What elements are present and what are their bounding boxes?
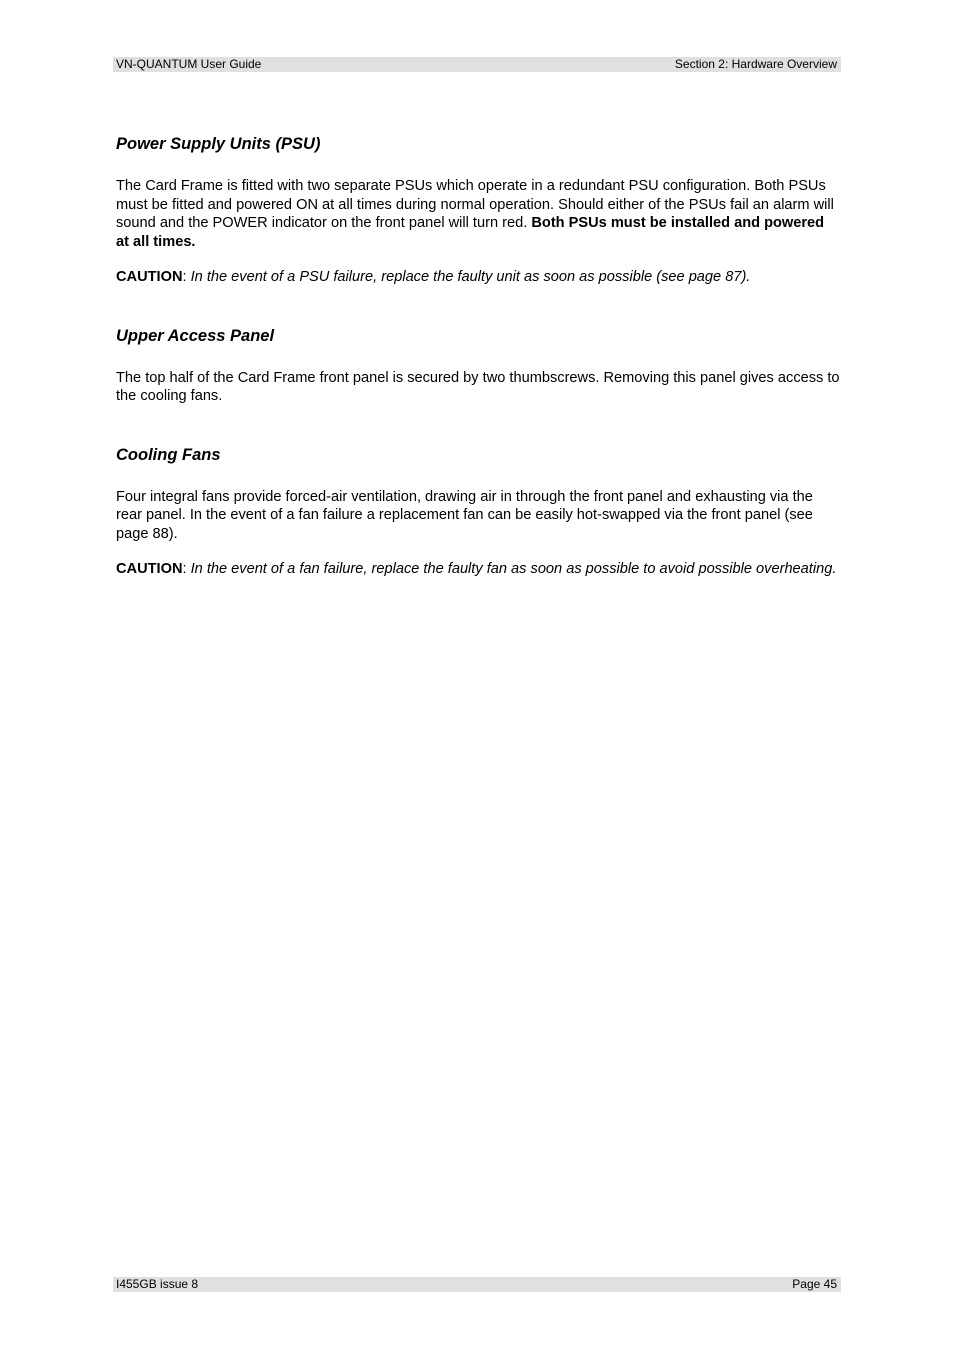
psu-caution-label: CAUTION xyxy=(116,269,183,285)
section-psu xyxy=(116,134,840,287)
psu-paragraph xyxy=(116,177,840,251)
cooling-fans-caution-label: CAUTION xyxy=(116,561,183,577)
section-cooling-fans xyxy=(116,445,840,579)
cooling-fans-caution: CAUTION: In the event of a fan failure, replace the faulty fan as soon as possible to avoid possible overheating. xyxy=(116,561,837,577)
psu-bold-note: Both PSUs must be installed and powered at all times. xyxy=(116,215,825,250)
psu-caution-text: In the event of a PSU failure, replace the faulty unit as soon as possible (see page 87). xyxy=(190,269,751,285)
section-heading-psu: Power Supply Units (PSU) xyxy=(116,135,321,153)
header-section-title: Section 2: Hardware Overview xyxy=(674,57,837,71)
page-footer xyxy=(113,1277,841,1292)
footer-page-number: Page 45 xyxy=(792,1277,837,1291)
footer-document-code: I455GB issue 8 xyxy=(116,1277,199,1291)
cooling-fans-caution-text: In the event of a fan failure, replace the faulty fan as soon as possible to avoid possible overheating. xyxy=(190,561,837,577)
psu-body-text: The Card Frame is fitted with two separate PSUs which operate in a redundant PSU configuration. Both PSUs must be fitted and powered ON at all times during normal operation. Should either of the PSUs fail an alarm will sound and the POWER indicator on the front panel will turn red. xyxy=(116,178,834,231)
psu-caution: CAUTION: In the event of a PSU failure, replace the faulty unit as soon as possible (see page 87). xyxy=(116,269,751,285)
section-heading-upper-access-panel: Upper Access Panel xyxy=(116,326,275,345)
section-upper-access-panel xyxy=(116,326,840,406)
page-header xyxy=(113,57,841,72)
section-heading-cooling-fans: Cooling Fans xyxy=(116,445,221,464)
page-content xyxy=(116,134,840,579)
header-document-title: VN-QUANTUM User Guide xyxy=(116,57,262,71)
upper-access-panel-paragraph: The top half of the Card Frame front panel is secured by two thumbscrews. Removing this panel gives access to the cooling fans. xyxy=(116,369,840,404)
cooling-fans-paragraph: Four integral fans provide forced-air ventilation, drawing air in through the front panel and exhausting via the rear panel. In the event of a fan failure a replacement fan can be easily hot-swapped via the front panel (see page 88). xyxy=(116,488,813,542)
